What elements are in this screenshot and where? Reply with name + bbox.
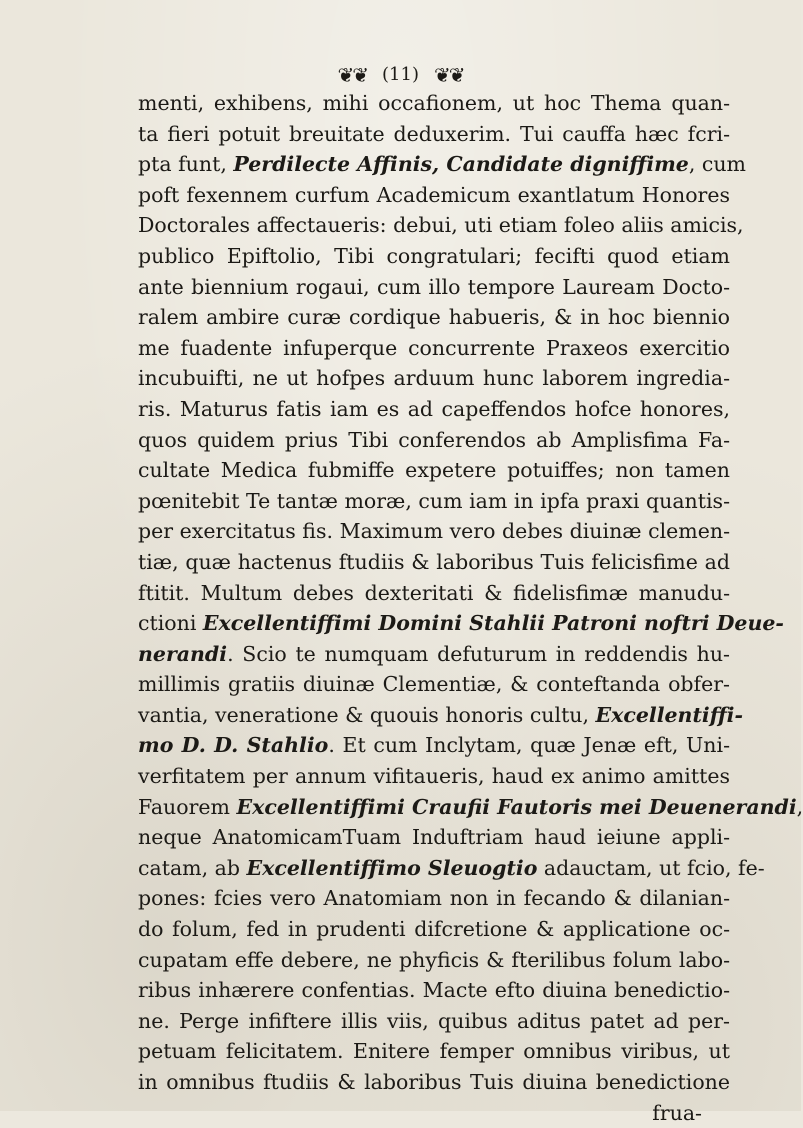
text-run: in omnibus ftudiis & laboribus Tuis diuina benedictione xyxy=(138,1070,730,1094)
text-line xyxy=(138,608,784,639)
text-run: ctioni xyxy=(138,611,203,636)
text-line xyxy=(138,425,730,456)
text-line xyxy=(138,180,730,211)
text-line xyxy=(138,486,730,517)
text-run: verfitatem per annum vifitaueris, haud ex animo amittes xyxy=(138,764,730,789)
text-run: neque AnatomicamTuam Induftriam haud ieiune appli- xyxy=(138,825,730,850)
text-run: ribus inhærere confentias. Macte efto diuina benedictio- xyxy=(138,978,730,1003)
text-line xyxy=(138,883,730,914)
text-run: menti, exhibens, mihi occafionem, ut hoc Thema quan- xyxy=(138,91,730,115)
text-run: tiæ, quæ hactenus ftudiis & laboribus Tuis felicisfime ad xyxy=(138,549,730,574)
text-run: Fauorem xyxy=(138,794,237,819)
text-line xyxy=(138,547,730,578)
text-run: pones: fcies vero Anatomiam non in fecando & dilanian- xyxy=(138,886,730,911)
right-ornament-icon: ❦❦ xyxy=(433,63,464,87)
text-run: ta fieri potuit breuitate deduxerim. Tui cauffa hæc fcri- xyxy=(138,121,730,146)
text-run: cultate Medica fubmiffe expetere potuiffes; non tamen xyxy=(138,458,730,483)
text-line xyxy=(138,363,730,394)
body-text xyxy=(138,88,803,1128)
italic-name-run: Perdilecte Affinis, Candidate digniffime xyxy=(233,152,689,177)
text-run: poft fexennem curfum Academicum exantlatum Honores xyxy=(138,182,730,207)
text-run: pœnitebit Te tantæ moræ, cum iam in ipfa praxi quantis- xyxy=(138,488,730,513)
italic-name-run: nerandi xyxy=(138,641,228,666)
text-line xyxy=(138,853,765,884)
text-line xyxy=(138,333,730,364)
text-run: ante biennium rogaui, cum illo tempore Lauream Docto- xyxy=(138,274,730,299)
text-line xyxy=(138,578,730,609)
text-line xyxy=(138,241,730,272)
text-line xyxy=(138,1006,730,1037)
text-line xyxy=(138,700,743,731)
text-line xyxy=(138,1067,730,1098)
text-run: . Scio te numquam defuturum in reddendis hu- xyxy=(227,641,730,666)
italic-name-run: Excellentiffimi Domini Stahlii Patroni noftri Deue- xyxy=(202,611,784,636)
text-run: per exercitatus fis. Maximum vero debes diuinæ clemen- xyxy=(138,519,730,544)
text-line xyxy=(138,792,803,823)
text-run: quos quidem prius Tibi conferendos ab Amplisfima Fa- xyxy=(138,427,730,452)
italic-name-run: Excellentiffi- xyxy=(595,702,743,727)
text-line xyxy=(138,639,730,670)
text-run: cupatam effe debere, ne phyficis & fterilibus folum labo- xyxy=(138,947,730,972)
text-line xyxy=(138,302,730,333)
text-line xyxy=(138,88,730,119)
text-line xyxy=(138,822,730,853)
text-line xyxy=(138,761,730,792)
page-number: (11) xyxy=(382,64,419,85)
text-line xyxy=(138,669,730,700)
text-run: adauctam, ut fcio, fe- xyxy=(537,855,765,880)
italic-name-run: Excellentiffimo Sleuogtio xyxy=(246,855,538,880)
text-run: catam, ab xyxy=(138,855,247,880)
text-line xyxy=(138,210,744,241)
text-run: , xyxy=(796,794,803,819)
text-line xyxy=(138,149,746,180)
text-run: frua- xyxy=(652,1100,702,1125)
left-ornament-icon: ❦❦ xyxy=(337,63,368,87)
text-run: publico Epiftolio, Tibi congratulari; fecifti quod etiam xyxy=(138,243,730,268)
text-run: Doctorales affectaueris: debui, uti etiam foleo aliis amicis, xyxy=(138,213,744,238)
text-line xyxy=(138,455,730,486)
text-line xyxy=(138,975,730,1006)
text-line xyxy=(138,516,730,547)
text-line xyxy=(138,945,730,976)
text-run: . Et cum Inclytam, quæ Jenæ eft, Uni- xyxy=(328,733,730,758)
text-run: ralem ambire curæ cordique habueris, & in hoc biennio xyxy=(138,305,730,330)
text-line xyxy=(138,394,730,425)
page-header xyxy=(0,62,801,88)
text-run: ftitit. Multum debes dexteritati & fidelisfimæ manudu- xyxy=(138,580,730,605)
text-line xyxy=(138,914,730,945)
text-run: me fuadente infuperque concurrente Praxeos exercitio xyxy=(138,335,730,360)
text-line xyxy=(138,1098,730,1128)
text-line xyxy=(138,272,730,303)
italic-name-run: Excellentiffimi Craufii Fautoris mei Deuenerandi xyxy=(236,794,797,819)
text-run: pta funt, xyxy=(138,152,234,177)
text-line xyxy=(138,730,730,761)
text-run: do folum, fed in prudenti difcretione & applicatione oc- xyxy=(138,917,730,942)
italic-name-run: mo D. D. Stahlio xyxy=(138,733,329,758)
text-run: millimis gratiis diuinæ Clementiæ, & conteftanda obfer- xyxy=(138,672,730,697)
text-run: vantia, veneratione & quouis honoris cultu, xyxy=(138,702,596,727)
text-run: incubuifti, ne ut hofpes arduum hunc laborem ingredia- xyxy=(138,366,730,391)
text-run: ris. Maturus fatis iam es ad capeffendos hofce honores, xyxy=(138,396,730,421)
text-run: ne. Perge infiftere illis viis, quibus aditus patet ad per- xyxy=(138,1008,730,1033)
text-line xyxy=(138,1036,730,1067)
text-run: , cum xyxy=(688,152,746,177)
text-run: petuam felicitatem. Enitere femper omnibus viribus, ut xyxy=(138,1039,730,1064)
text-line xyxy=(138,119,730,150)
